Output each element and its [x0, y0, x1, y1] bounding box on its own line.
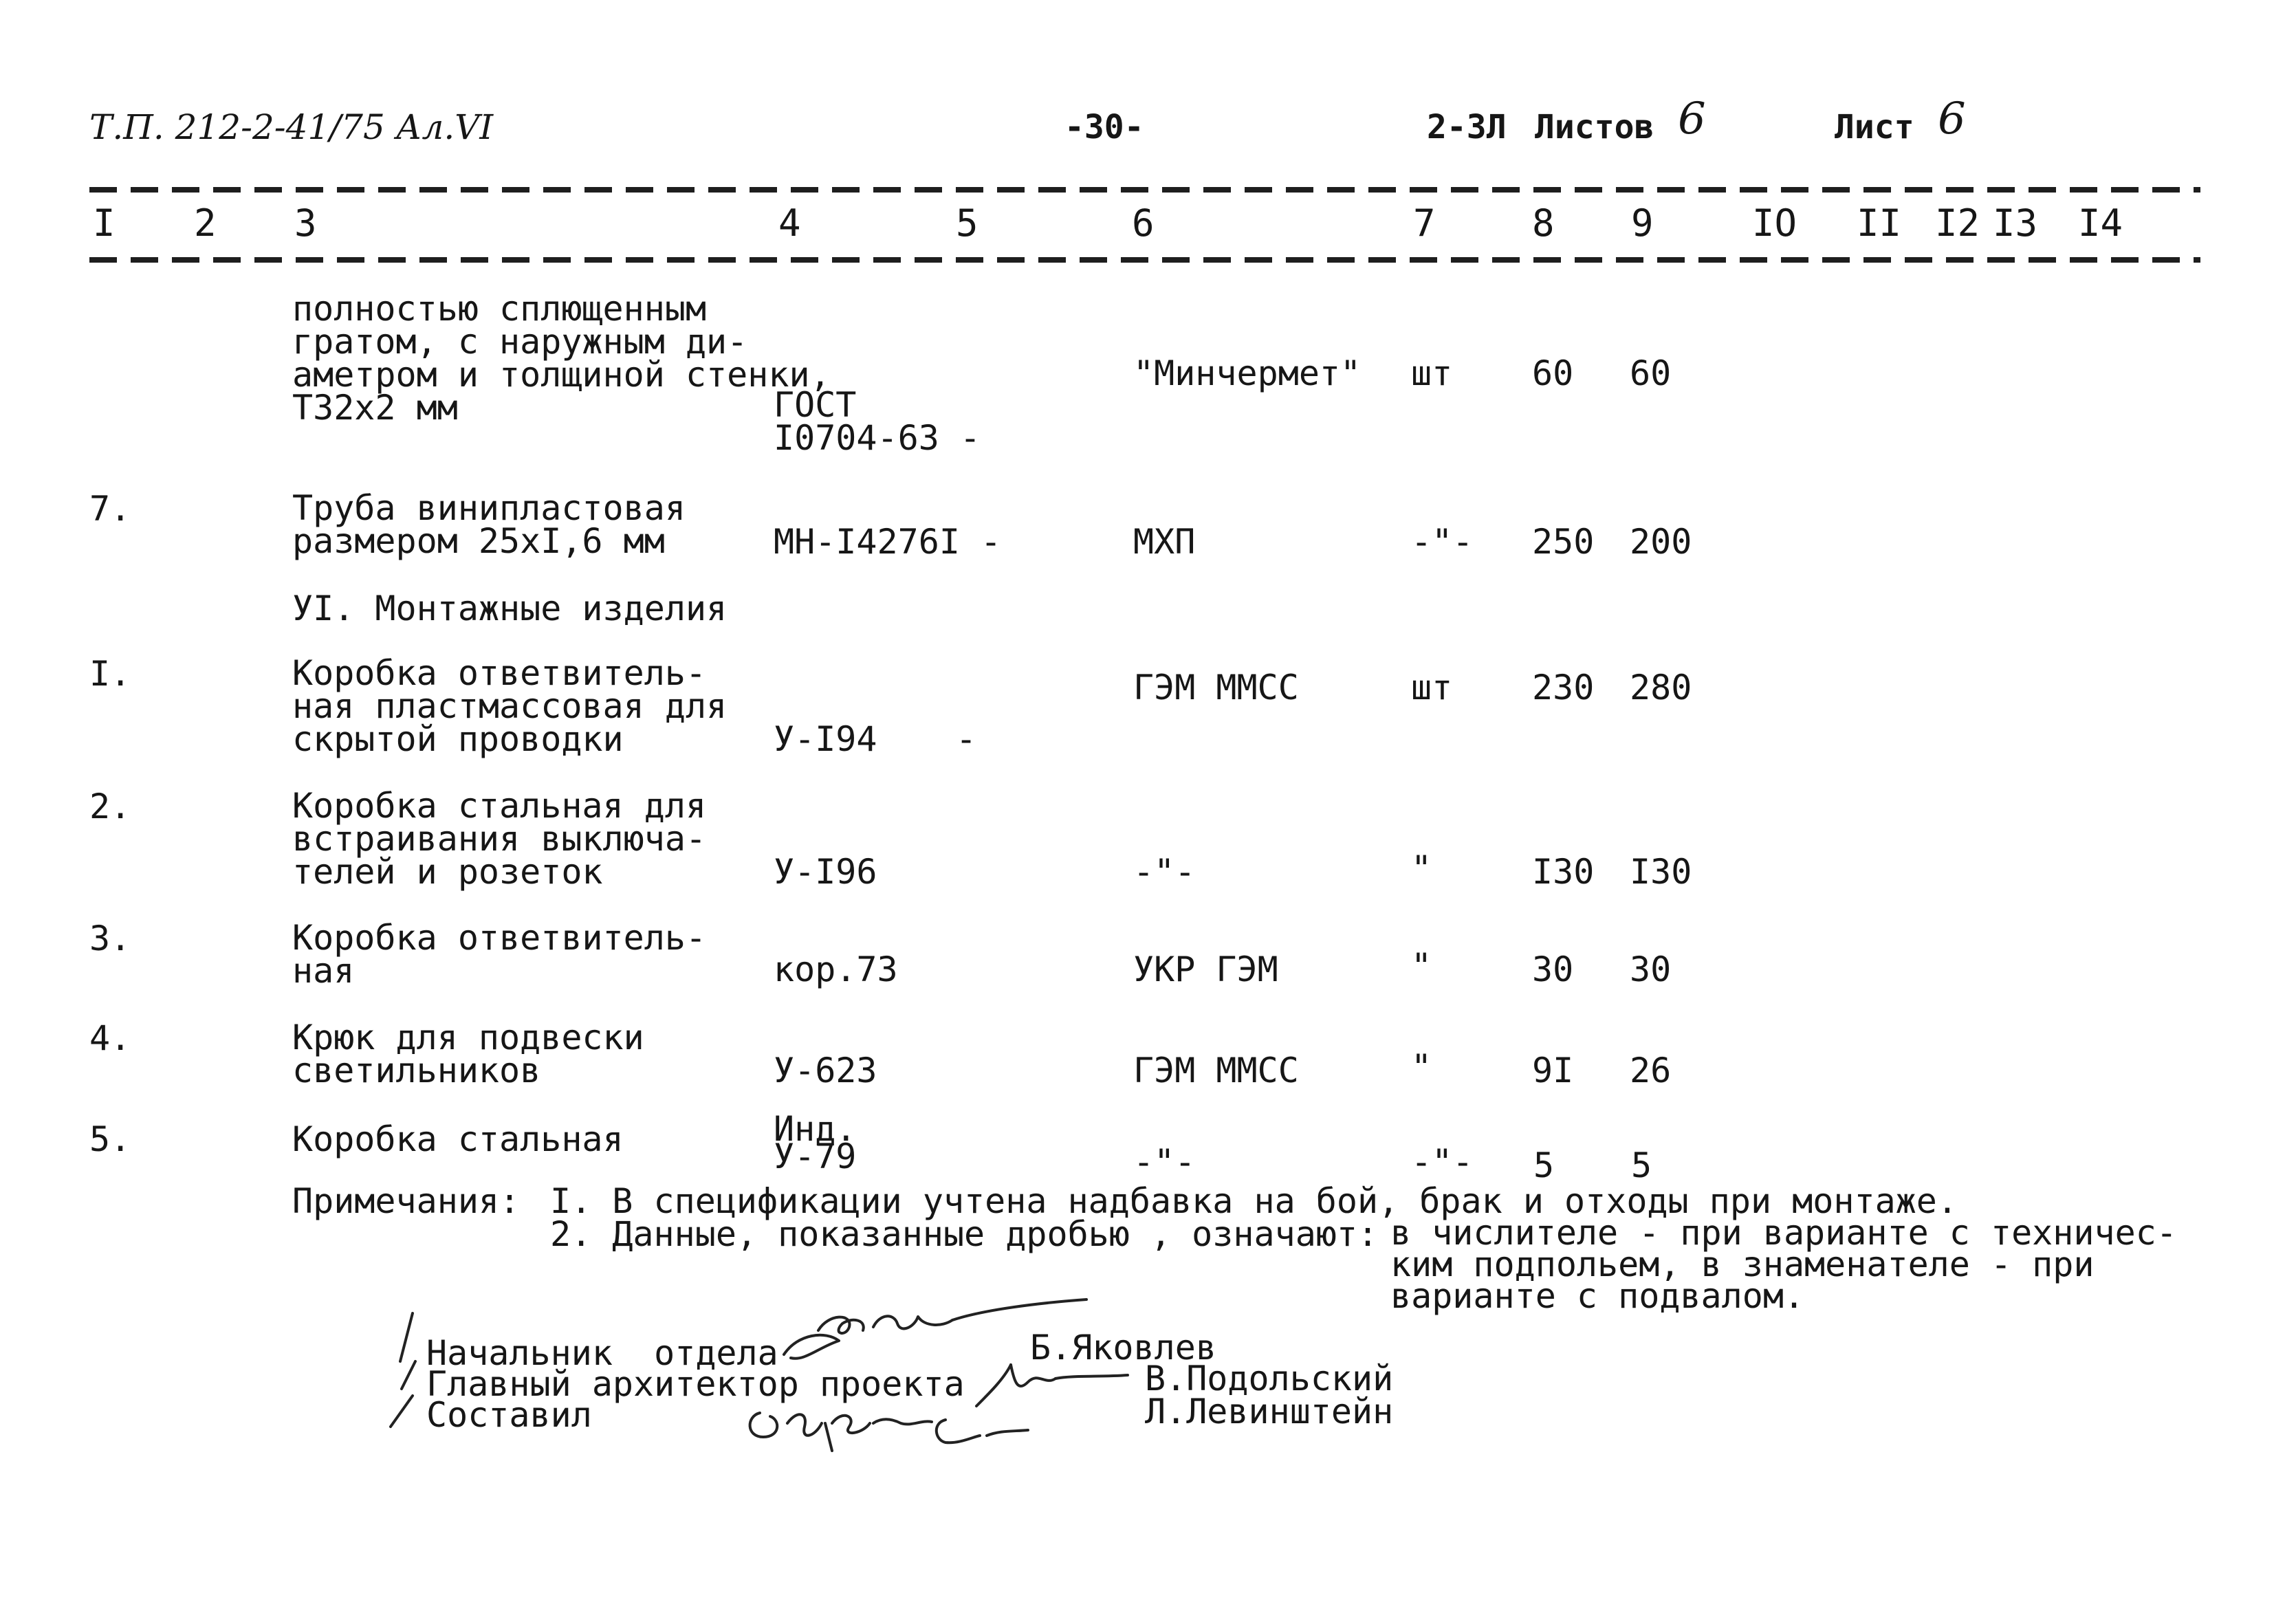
signatory-name: Б.Яковлев [1030, 1328, 1216, 1368]
item-qty-1: 5 [1533, 1145, 1555, 1185]
item-maker: ГЭМ ММСС [1133, 1051, 1299, 1090]
signatory-name: Л.Левинштейн [1145, 1392, 1394, 1431]
item-unit: " [1411, 946, 1432, 986]
item-qty-2: 30 [1630, 950, 1672, 989]
sheets-label: Листов [1535, 108, 1654, 146]
item-qty-2: 280 [1630, 668, 1692, 707]
row-maker: МХП [1133, 522, 1196, 562]
note-2: 2. Данные, показанные дробью , означают: [550, 1214, 1379, 1254]
item-name: Коробка стальная [292, 1119, 624, 1159]
page-number: -30- [1064, 108, 1144, 146]
row-number: 7. [89, 489, 131, 529]
signatory-role: Начальник отдела [426, 1333, 778, 1373]
col-header-1: I [93, 201, 116, 245]
item-doc: Инд. У-79 [774, 1109, 857, 1176]
item-name: Крюк для подвески светильников [292, 1018, 644, 1090]
col-header-9: 9 [1631, 201, 1654, 245]
signatory-role: Главный архитектор проекта [426, 1364, 965, 1404]
item-name: Коробка стальная для встраивания выключа- телей и розеток [292, 786, 707, 892]
item-maker: ГЭМ ММСС [1133, 668, 1299, 707]
item-qty-2: 26 [1630, 1051, 1672, 1090]
signature-bracket [385, 1306, 426, 1444]
item-maker: -"- [1133, 852, 1196, 892]
item-qty-2: 5 [1631, 1145, 1652, 1185]
col-header-14: I4 [2078, 201, 2123, 245]
row-unit: -"- [1411, 522, 1474, 562]
signature-mark-3 [739, 1382, 1056, 1458]
col-header-11: II [1857, 201, 1902, 245]
item-maker: УКР ГЭМ [1133, 950, 1278, 989]
col-header-3: 3 [294, 201, 317, 245]
signatory-role: Составил [426, 1395, 592, 1435]
col-header-2: 2 [194, 201, 217, 245]
row-doc: ГОСТ I0704-63 - [774, 385, 981, 458]
row-name: полностью сплющенным гратом, с наружным ди- аметром и толщиной стенки, Т32х2 мм [292, 289, 831, 428]
notes-label: Примечания: [292, 1181, 521, 1221]
item-doc: У-623 [774, 1051, 877, 1090]
item-doc: У-I96 [774, 852, 877, 892]
col-header-12: I2 [1935, 201, 1980, 245]
item-qty-1: 230 [1532, 668, 1595, 707]
col-header-4: 4 [778, 201, 801, 245]
item-number: 2. [89, 787, 131, 826]
row-qty-1: 250 [1532, 522, 1595, 562]
item-name: Коробка ответвитель- ная [292, 918, 707, 991]
row-unit: шт [1411, 353, 1453, 393]
item-qty-2: I30 [1630, 852, 1692, 892]
item-unit: шт [1411, 668, 1453, 707]
item-unit: " [1411, 848, 1432, 888]
row-name: Труба винипластовая размером 25хI,6 мм [292, 488, 686, 561]
row-qty-2: 200 [1630, 522, 1692, 562]
signatory-name: В.Подольский [1145, 1359, 1394, 1398]
item-number: 5. [89, 1119, 131, 1159]
row-qty-2: 60 [1630, 353, 1672, 393]
col-header-8: 8 [1532, 201, 1555, 245]
item-qty-1: I30 [1532, 852, 1595, 892]
note-2-continuation: в числителе - при варианте с техничес- ким подпольем, в знаменателе - при варианте с подвалом. [1390, 1213, 2177, 1316]
sheet-label: Лист [1835, 108, 1914, 146]
col-header-5: 5 [956, 201, 979, 245]
col-header-10: IO [1752, 201, 1797, 245]
item-doc: кор.73 [774, 950, 898, 989]
row-qty-1: 60 [1532, 353, 1574, 393]
col-header-7: 7 [1413, 201, 1436, 245]
row-doc: МН-I4276I - [774, 522, 1002, 562]
item-number: I. [89, 654, 131, 694]
sheet-code: 2-3Л [1427, 108, 1507, 146]
project-code: Т.П. 212-2-41/75 Ал.VI [89, 107, 494, 147]
item-number: 3. [89, 919, 131, 958]
item-qty-1: 9I [1532, 1051, 1574, 1090]
sheets-count: 6 [1678, 94, 1706, 144]
item-maker: -"- [1133, 1142, 1196, 1182]
item-number: 4. [89, 1018, 131, 1058]
header-rule-top [89, 187, 2200, 193]
item-qty-1: 30 [1532, 950, 1574, 989]
note-1: I. В спецификации учтена надбавка на бой, брак и отходы при монтаже. [550, 1181, 1958, 1221]
item-unit: " [1411, 1047, 1432, 1087]
item-doc: У-I94 [774, 719, 877, 759]
header-rule-bottom [89, 257, 2200, 263]
section-title: УI. Монтажные изделия [292, 589, 728, 628]
sheet-number: 6 [1938, 94, 1966, 144]
row-maker: "Минчермет" [1133, 353, 1362, 393]
item-unit: -"- [1411, 1142, 1474, 1182]
col-header-13: I3 [1993, 201, 2038, 245]
item-name: Коробка ответвитель- ная пластмассовая для скрытой проводки [292, 653, 728, 759]
col-header-6: 6 [1132, 201, 1155, 245]
item-doc-dash: - [956, 719, 977, 759]
